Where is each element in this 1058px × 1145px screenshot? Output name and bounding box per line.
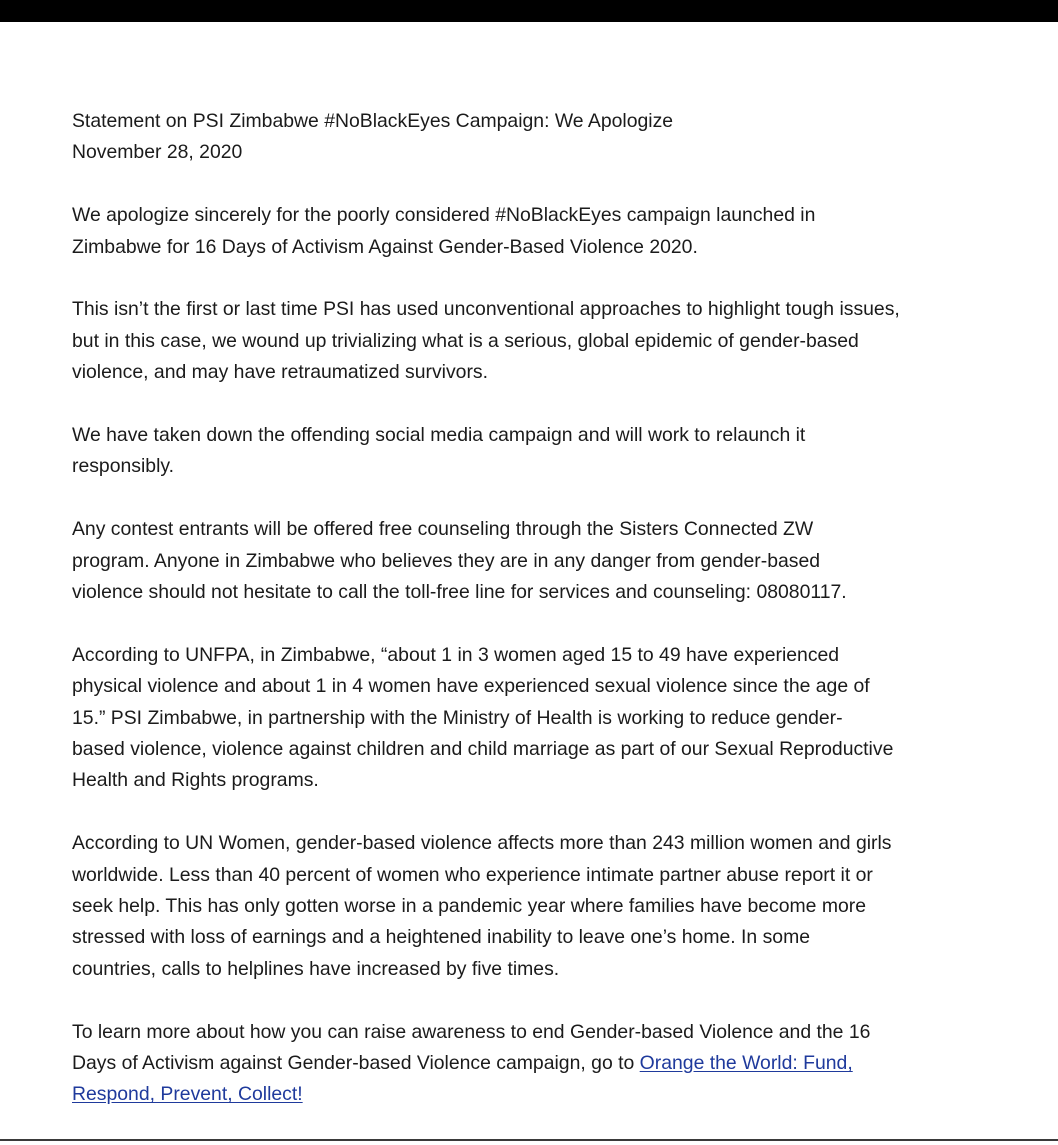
paragraph-line: Health and Rights programs. <box>72 769 319 792</box>
statement-title: Statement on PSI Zimbabwe #NoBlackEyes Campaign: We Apologize <box>72 110 674 132</box>
paragraph-line: violence should not hesitate to call the toll-free line for services and counseling: 08080117. <box>72 581 847 604</box>
paragraph-line: We apologize sincerely for the poorly considered #NoBlackEyes campaign launched in <box>72 204 816 227</box>
paragraph-un-women <box>72 828 1058 985</box>
paragraph-takedown <box>72 420 1058 483</box>
paragraph-line: worldwide. Less than 40 percent of women who experience intimate partner abuse report it or <box>72 863 873 886</box>
paragraph-line: Any contest entrants will be offered free counseling through the Sisters Connected ZW <box>72 518 814 541</box>
paragraph-line: According to UN Women, gender-based violence affects more than 243 million women and girls <box>72 832 892 855</box>
paragraph-line: seek help. This has only gotten worse in a pandemic year where families have become more <box>72 895 866 918</box>
paragraph-unconventional <box>72 294 1058 388</box>
paragraph-line: To learn more about how you can raise awareness to end Gender-based Violence and the 16 <box>72 1020 871 1043</box>
statement-date: November 28, 2020 <box>72 141 243 164</box>
bottom-divider <box>0 1139 1058 1141</box>
orange-the-world-link-continued[interactable]: Respond, Prevent, Collect! <box>72 1083 303 1106</box>
paragraph-closing <box>72 1017 1058 1111</box>
paragraph-unfpa <box>72 640 1058 797</box>
paragraph-line: physical violence and about 1 in 4 women have experienced sexual violence since the age of <box>72 675 870 698</box>
statement-document <box>72 106 1058 1111</box>
paragraph-line: program. Anyone in Zimbabwe who believes they are in any danger from gender-based <box>72 549 821 572</box>
paragraph-line-link <box>72 1079 1058 1110</box>
statement-header <box>72 106 1058 169</box>
paragraph-line: 15.” PSI Zimbabwe, in partnership with the Ministry of Health is working to reduce gender- <box>72 706 843 729</box>
paragraph-apology <box>72 200 1058 263</box>
closing-text: Days of Activism against Gender-based Violence campaign, go to <box>72 1052 640 1075</box>
paragraph-line: stressed with loss of earnings and a heightened inability to leave one’s home. In some <box>72 926 811 949</box>
paragraph-line: based violence, violence against children and child marriage as part of our Sexual Reproductive <box>72 738 894 761</box>
paragraph-line: Zimbabwe for 16 Days of Activism Against Gender-Based Violence 2020. <box>72 235 698 258</box>
orange-the-world-link[interactable]: Orange the World: Fund, <box>639 1052 853 1075</box>
paragraph-line: According to UNFPA, in Zimbabwe, “about 1 in 3 women aged 15 to 49 have experienced <box>72 643 840 666</box>
top-black-bar <box>0 0 1058 22</box>
paragraph-line: violence, and may have retraumatized survivors. <box>72 361 489 384</box>
paragraph-line: countries, calls to helplines have increased by five times. <box>72 957 560 980</box>
paragraph-line: responsibly. <box>72 455 175 478</box>
paragraph-line: This isn’t the first or last time PSI has used unconventional approaches to highlight tough issues, <box>72 298 900 321</box>
paragraph-line: We have taken down the offending social media campaign and will work to relaunch it <box>72 424 806 447</box>
paragraph-counseling <box>72 514 1058 608</box>
paragraph-line: but in this case, we wound up trivializing what is a serious, global epidemic of gender-based <box>72 329 859 352</box>
paragraph-line-with-link <box>72 1048 1058 1079</box>
